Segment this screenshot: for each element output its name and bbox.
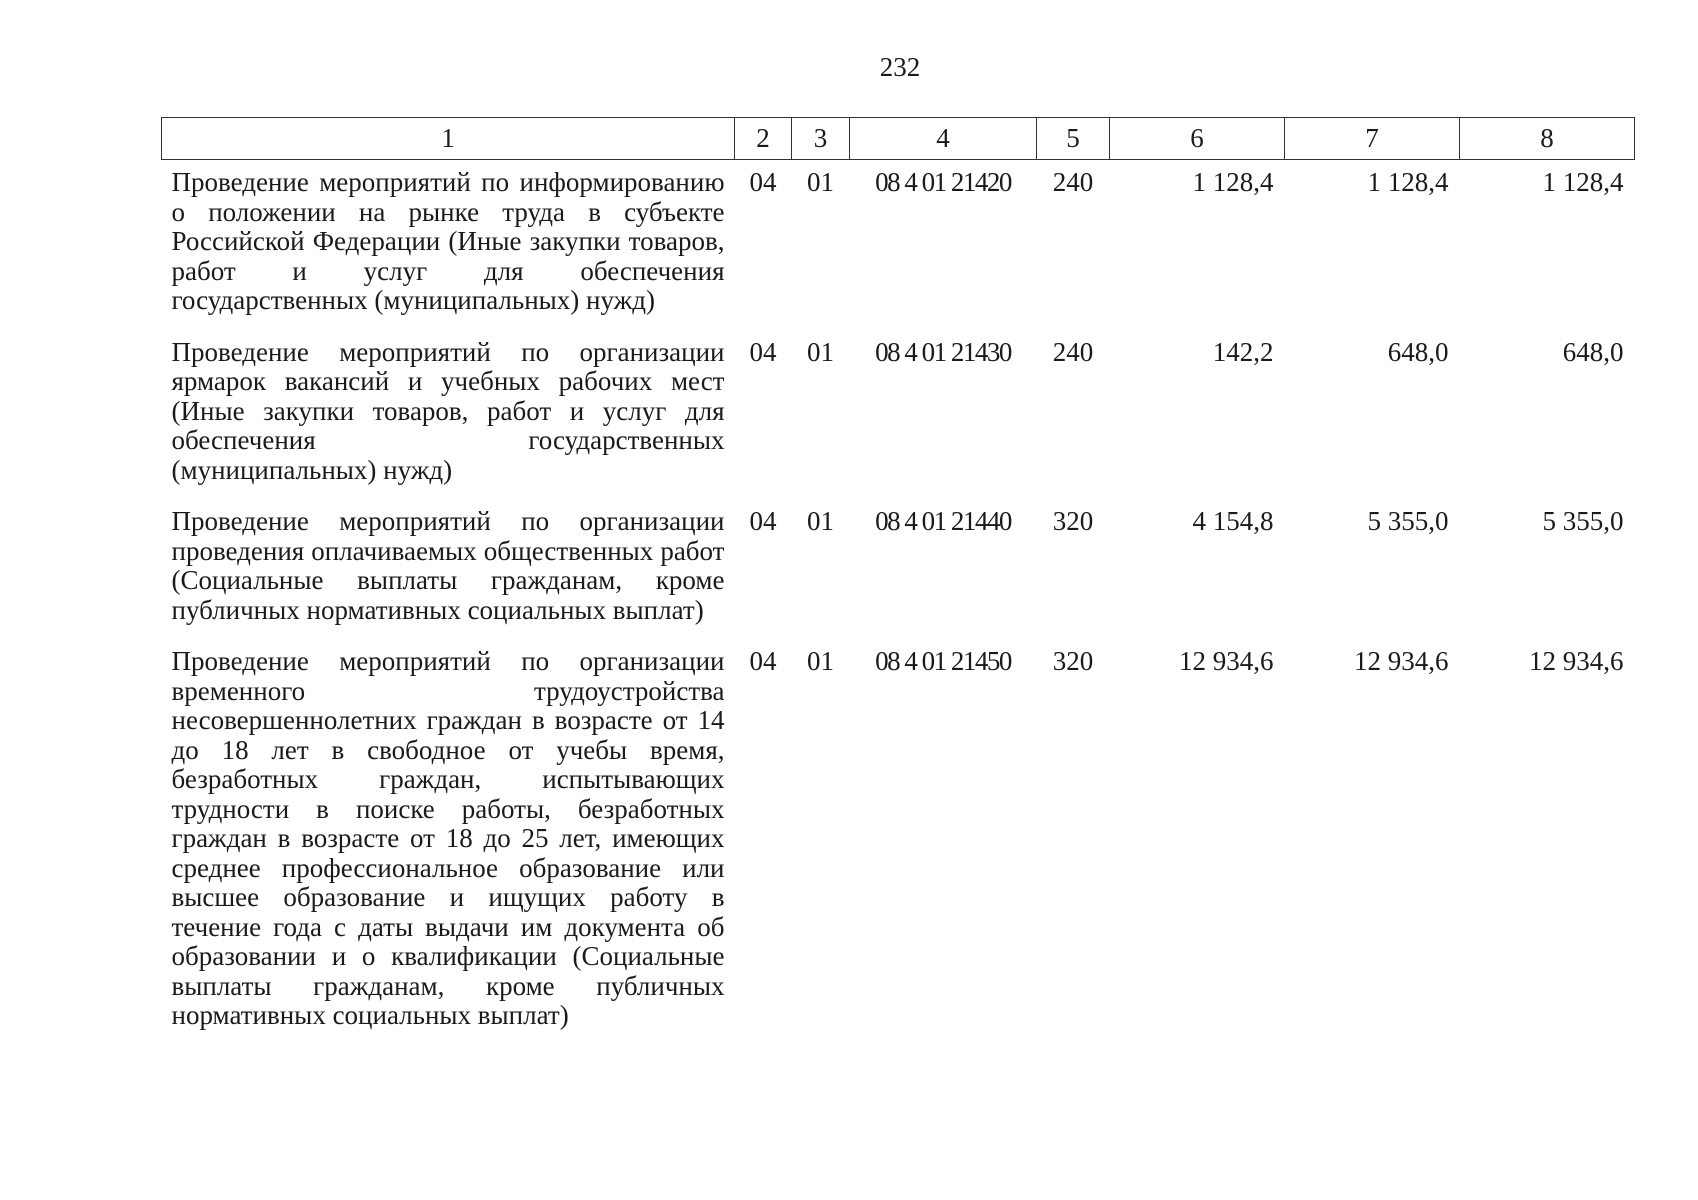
budget-table: [161, 117, 1635, 1045]
column-header-5: 5: [1037, 118, 1110, 160]
row-expense-type: 240: [1052, 167, 1094, 197]
row-amount-3: 12 934,6: [1529, 646, 1624, 676]
row-description: Проведение мероприятий по организации проведения оплачиваемых общественных работ (Социальные выплаты гражданам, кроме публичных нормативных социальных выплат): [171, 506, 725, 625]
row-amount-2: 12 934,6: [1354, 646, 1449, 676]
row-subsection: 01: [807, 646, 834, 676]
row-amount-1: 142,2: [1212, 336, 1274, 367]
row-amount-3: 648,0: [1562, 336, 1624, 367]
row-amount-2: 648,0: [1387, 336, 1449, 367]
table-row: [162, 639, 1635, 1045]
row-section: 04: [749, 506, 777, 536]
row-section: 04: [749, 167, 777, 197]
row-expense-type: 320: [1052, 646, 1094, 676]
table-row: [162, 499, 1635, 639]
column-header-3: 3: [792, 118, 850, 160]
row-section: 04: [749, 336, 777, 367]
row-section: 04: [749, 646, 777, 676]
table-row: [162, 330, 1635, 500]
header-row: [162, 118, 1635, 160]
table-row: [162, 160, 1635, 330]
row-amount-3: 1 128,4: [1542, 167, 1624, 197]
row-amount-3: 5 355,0: [1542, 506, 1624, 536]
row-subsection: 01: [807, 506, 834, 536]
row-expense-type: 320: [1052, 506, 1094, 536]
row-subsection: 01: [807, 336, 834, 367]
column-header-1: 1: [162, 118, 735, 160]
row-amount-1: 12 934,6: [1179, 646, 1274, 676]
row-subsection: 01: [807, 167, 834, 197]
row-amount-1: 4 154,8: [1192, 506, 1274, 536]
row-target-article: 08 4 01 21440: [875, 506, 1011, 536]
row-amount-1: 1 128,4: [1192, 167, 1274, 197]
column-header-8: 8: [1460, 118, 1635, 160]
row-description: Проведение мероприятий по информированию о положении на рынке труда в субъекте Российской Федерации (Иные закупки товаров, работ и услуг для обеспечения государственных (муниципальных) нужд): [171, 167, 725, 315]
row-expense-type: 240: [1052, 336, 1094, 367]
row-description: Проведение мероприятий по организации ярмарок вакансий и учебных рабочих мест (Иные закупки товаров, работ и услуг для обеспечения государственных (муниципальных) нужд): [171, 336, 725, 485]
row-amount-2: 1 128,4: [1367, 167, 1449, 197]
row-target-article: 08 4 01 21420: [875, 167, 1011, 197]
column-header-7: 7: [1285, 118, 1460, 160]
row-description: Проведение мероприятий по организации временного трудоустройства несовершеннолетних граждан в возрасте от 14 до 18 лет в свободное от учебы время, безработных граждан, испытывающих трудности в поиске работы, безработных граждан в возрасте от 18 до 25 лет, имеющих среднее профессиональное образование или высшее образование и ищущих работу в течение года с даты выдачи им документа об образовании и о квалификации (Социальные выплаты гражданам, кроме публичных нормативных социальных выплат): [171, 646, 725, 1030]
column-header-2: 2: [735, 118, 792, 160]
page-number: 232: [879, 52, 921, 82]
row-amount-2: 5 355,0: [1367, 506, 1449, 536]
row-target-article: 08 4 01 21430: [875, 336, 1011, 367]
column-header-4: 4: [850, 118, 1037, 160]
row-target-article: 08 4 01 21450: [875, 646, 1011, 676]
column-header-6: 6: [1110, 118, 1285, 160]
